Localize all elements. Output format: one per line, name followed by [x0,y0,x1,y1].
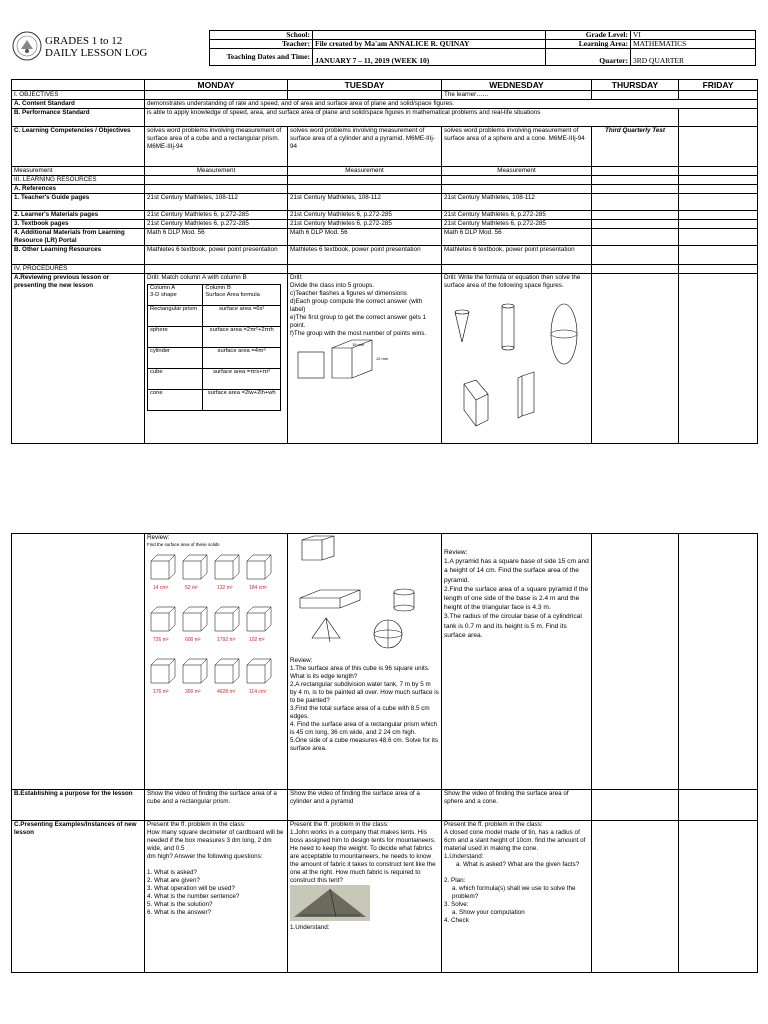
presenting-wednesday-plan: 2. Plan: [444,877,466,884]
matching-row [148,348,281,369]
teachers-guide-label: 1. Teacher's Guide pages [12,194,145,211]
grade-label: Grade Level: [546,31,631,40]
day-thursday: THURSDAY [592,80,679,91]
solid-answer-label: 14 cm² [153,585,169,591]
review-monday-cell [145,534,288,790]
matching-row [148,306,281,327]
matching-header-row [148,285,281,306]
am-tuesday: Math 6 DLP Mod. 56 [288,229,442,246]
presenting-wednesday-check: 4. Check [444,917,469,924]
tb-tuesday: 21st Century Mathletes 6, p.272-285 [288,220,442,229]
drill-monday-cell [145,274,288,444]
match-col-a: Column A 3-D shape [148,285,203,306]
solid-figure [247,555,271,591]
review-tuesday-text: Review: 1.The surface area of this cube is 96 square units. What is its edge length? 2.A rectangular subdivision water tank, 7 m by 5 m by 4 m, is to be painted all over. How much surface is to be painted? 3.Find the total surface area of a cube with 8.5 cm edges. 4. Find the surface area of a rectangular prism which is 45 cm long, 36 cm wide, and 2 24 cm high. 5.One side of a cube measures 48.6 cm. Solve for its surface area. [290,657,439,752]
performance-standard-value: is able to apply knowledge of speed, area, and surface area of plane and solid/space figures in mathematical problems and real-life situations [145,109,679,127]
purpose-monday: Show the video of finding the surface area of a cube and a rectangular prism. [145,790,288,821]
grade-value: VI [631,31,756,40]
review-wednesday-cell [442,534,592,790]
thursday-quarterly-test: Third Quarterly Test [592,127,679,167]
olr-monday: Mathletes 6 textbook, power point presentation [145,246,288,265]
presenting-wednesday-text: Present the ff. problem in the class: A closed cone model made of tin, has a radius of 6cm and a slant height of 10cm. find the amount of material used in making the cone. 1.Understand: [444,821,586,860]
solid-answer-label: 300 m² [185,689,201,695]
presenting-wednesday-c: a. Show your computation [452,909,525,916]
drill-tuesday-cell [288,274,442,444]
purpose-tuesday: Show the video of finding the surface area of a cylinder and a pyramid [288,790,442,821]
lesson-plan-table [11,79,758,444]
drill-wednesday-text: Drill: Write the formula or equation then solve the surface area of the following space figures. [444,274,581,289]
additional-materials-label: 4. Additional Materials from Learning Resource (LR) Portal [12,229,145,246]
deped-seal-logo [12,31,42,61]
match-col-b: surface area =2πr²+2πrh [203,327,281,348]
solid-answer-label: 4628 m² [217,689,236,695]
day-friday: FRIDAY [679,80,758,91]
dates-value: JANUARY 7 – 11, 2019 (WEEK 10) [313,49,546,66]
solid-figure [247,659,271,695]
solid-answer-label: 726 m² [153,637,169,643]
cube-prism-figure [290,338,430,393]
solid-figure [151,659,175,695]
competency-tuesday: solves word problems involving measurement of surface area of a cylinder and a pyramid. M6ME-IIIj-94 [288,127,442,167]
solid-figure [183,659,207,695]
measurement-label: Measurement [12,167,145,176]
match-col-b: surface area =2lw+2lh+wh [203,390,281,411]
solid-figure [215,555,239,591]
solid-answer-label: 52 m² [185,585,198,591]
olr-tuesday: Mathletes 6 textbook, power point presentation [288,246,442,265]
solid-answer-label: 102 m² [249,637,265,643]
day-tuesday: TUESDAY [288,80,442,91]
solid-figure [183,607,207,643]
olr-wednesday: Mathletes 6 textbook, power point presentation [442,246,592,265]
solids-worksheet-image [147,547,279,707]
solid-answer-label: 600 m² [185,637,201,643]
presenting-monday-cell [145,821,288,973]
objectives-wed: The learner…… [442,91,592,100]
textbook-label: 3. Textbook pages [12,220,145,229]
presenting-tuesday-text: Present the ff. problem in the class: 1.John works in a company that makes tents. His boss assigned him to design tents for mountaineers. He need to keep the weight. To decide what fabrics are acceptable to mountaineers, he needs to know the amount of fabric it takes to construct tent like the one at the right. How much fabric is required to construct this tent? [290,821,436,884]
review-monday-title: Review: [147,534,170,541]
solid-answer-label: 184 cm² [249,585,268,591]
content-standard-value: demonstrates understanding of rate and speed, and of area and surface area of plane and solid/space figures. [145,100,758,109]
quarter-value: 3RD QUARTER [631,49,756,66]
tent-photo [290,885,370,921]
teacher-label: Teacher: [210,40,313,49]
solid-answer-label: 114 cm² [249,689,267,695]
solid-answer-label: 1792 m² [217,637,236,643]
measurement-monday: Measurement [145,167,288,176]
drill-monday-text: Drill: Match column A with column B [147,274,247,281]
matching-row [148,390,281,411]
objectives-label: I. OBJECTIVES [12,91,145,100]
presenting-tuesday-cell [288,821,442,973]
match-col-a: cube [148,369,203,390]
am-wednesday: Math 6 DLP Mod. 56 [442,229,592,246]
presenting-tuesday-understand: 1.Understand: [290,924,330,931]
review-label: A.Reviewing previous lesson or presenting the new lesson [12,274,145,444]
tb-monday: 21st Century Mathletes 6, p.272-285 [145,220,288,229]
resources-label: III. LEARNING RESOURCES [12,176,145,185]
tg-wednesday: 21st Century Mathletes, 108-112 [442,194,592,211]
procedures-label: IV. PROCEDURES [12,265,145,274]
dates-label: Teaching Dates and Time: [210,49,313,66]
tb-wednesday: 21st Century Mathletes 6, p.272-285 [442,220,592,229]
tg-tuesday: 21st Century Mathletes, 108-112 [288,194,442,211]
measurement-tuesday: Measurement [288,167,442,176]
solid-figure [183,555,207,591]
competency-monday: solves word problems involving measurement of surface area of a cube and a rectangular prism. M6ME-IIIj-94 [145,127,288,167]
match-col-b: surface area =4πr² [203,348,281,369]
svg-text:12 mm: 12 mm [376,356,389,361]
match-col-b: Column B Surface Area formula [203,285,281,306]
lm-tuesday: 21st Century Mathletes 6, p.272-285 [288,211,442,220]
review-wednesday-text: Review: 1.A pyramid has a square base of side 15 cm and a height of 14 cm. Find the surface area of the pyramid. 2.Find the surface area of a square pyramid if the length of one side of the base is 2.4 m and the height of the triangular face is 4.3 m. 3.The radius of the circular base of a cylindrical tank is 0.7 m and its height is 5 m. Find its surface area. [444,549,589,639]
presenting-wednesday-b: a. which formula(s) shall we use to solve the problem? [452,885,576,900]
match-col-a: cone [148,390,203,411]
solid-figure [151,555,175,591]
day-wednesday: WEDNESDAY [442,80,592,91]
match-col-a: sphere [148,327,203,348]
school-label: School: [210,31,313,40]
solid-figure [215,659,239,695]
doc-title-dll: DAILY LESSON LOG [45,47,148,59]
matching-row [148,327,281,348]
presenting-label: C.Presenting Examples/Instances of new lesson [12,821,145,973]
match-col-b: surface area =6s² [203,306,281,327]
area-label: Learning Area: [546,40,631,49]
lm-wednesday: 21st Century Mathletes 6, p.272-285 [442,211,592,220]
presenting-wednesday-solve: 3. Solve: [444,901,469,908]
space-figures-drawing [444,290,590,428]
match-col-a: Rectangular prism [148,306,203,327]
solid-answer-label: 132 m² [217,585,233,591]
measurement-wednesday: Measurement [442,167,592,176]
learners-materials-label: 2. Learner's Materials pages [12,211,145,220]
solid-answer-label: 176 m² [153,689,169,695]
purpose-wednesday: Show the video of finding the surface area of sphere and a cone. [442,790,592,821]
area-value: MATHEMATICS [631,40,756,49]
references-label: A. References [12,185,145,194]
lm-monday: 21st Century Mathletes 6, p.272-285 [145,211,288,220]
solid-figure [247,607,271,643]
tg-monday: 21st Century Mathletes, 108-112 [145,194,288,211]
teacher-value: File created by Ma'am ANNALICE R. QUINAY [313,40,546,49]
presenting-wednesday-a: a. What is asked? What are the given facts? [456,861,580,868]
header-info-table [209,30,756,66]
presenting-wednesday-cell [442,821,592,973]
drill-tuesday-text: Drill: Divide the class into 5 groups. c)Teacher flashes a figures w/ dimensions d)Each group compute the correct answer (with label) e)The first group to get the correct answer gets 1 point. f)The group with the most number of points wins. [290,274,427,337]
corner-cell [12,80,145,91]
review-tuesday-cell [288,534,442,790]
drill-wednesday-cell [442,274,592,444]
solid-figure [151,607,175,643]
am-monday: Math 6 DLP Mod. 56 [145,229,288,246]
doc-title-grades: GRADES 1 to 12 [45,35,123,47]
other-resources-label: B. Other Learning Resources [12,246,145,265]
competency-wednesday: solves word problems involving measurement of surface area of a sphere and a cone. M6ME-IIIj-94 [442,127,592,167]
quarter-label: Quarter: [546,49,631,66]
review-tuesday-figures [290,534,438,654]
day-monday: MONDAY [145,80,288,91]
competencies-label: C. Learning Competencies / Objectives [12,127,145,167]
purpose-label: B.Establishing a purpose for the lesson [12,790,145,821]
review-monday-subtitle: Find the surface area of these solids [147,542,220,547]
solid-figure [215,607,239,643]
matching-row [148,369,281,390]
content-standard-label: A. Content Standard [12,100,145,109]
svg-text:15 mm: 15 mm [352,342,365,347]
lesson-plan-table-page2 [11,533,758,973]
performance-standard-label: B. Performance Standard [12,109,145,127]
match-col-a: cylinder [148,348,203,369]
matching-table [147,284,281,411]
presenting-monday-text: Present the ff. problem in the class: How many square decimeter of cardboard will be needed if the box measures 3 dm long, 2 dm wide, and 0.5 dm high? Answer the following questions: 1. What is asked? 2. What are given? 3. What operation will be used? 4. What is the number sentence? 5. What is the solution? 6. What is the answer? [147,821,284,916]
match-col-b: surface area =πrs+πr² [203,369,281,390]
